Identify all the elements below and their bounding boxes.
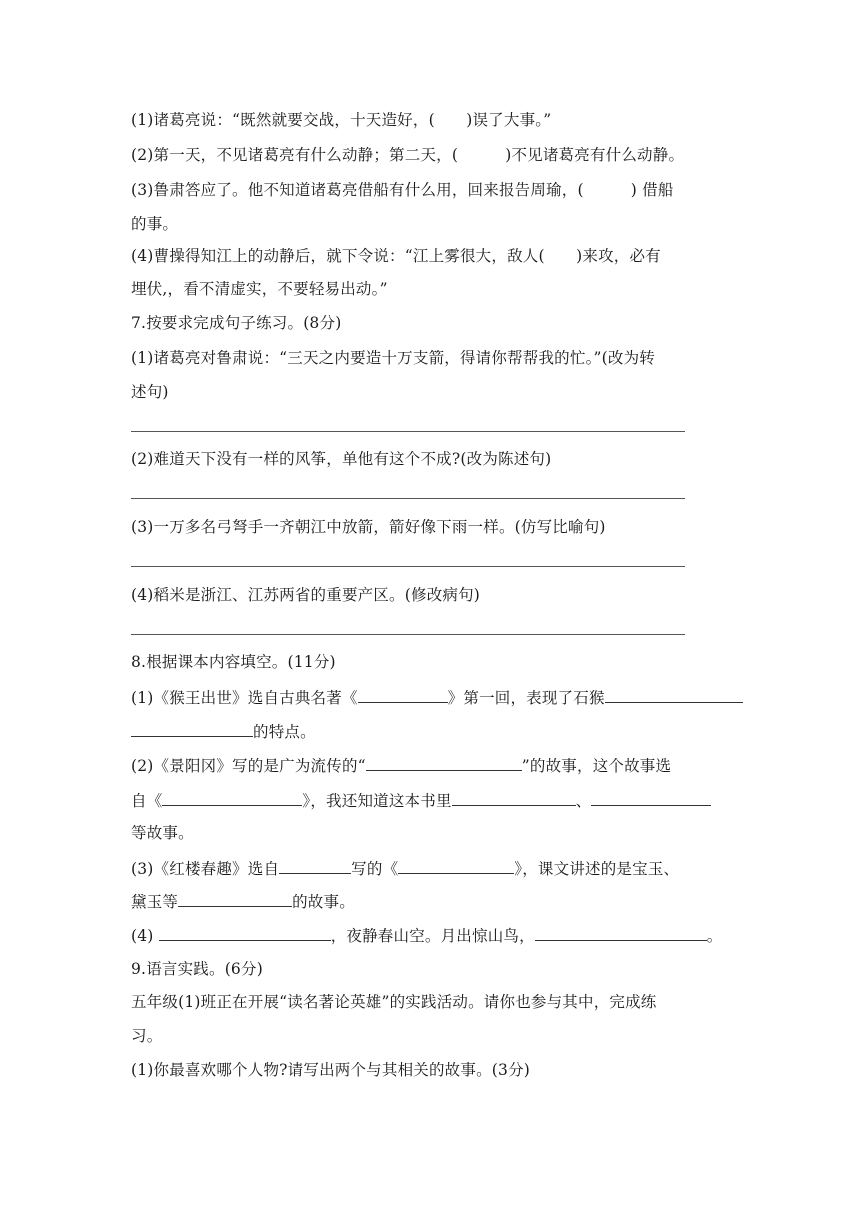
q8-item-4-line-1 [131,921,731,950]
q6-sentence-2: (2)第一天，不见诸葛亮有什么动静；第二天，( )不见诸葛亮有什么动静。 [131,146,685,164]
q7-item-3: (3)一万多名弓弩手一齐朝江中放箭，箭好像下雨一样。(仿写比喻句) [131,518,606,536]
q8-blank-novel-title[interactable] [398,854,514,874]
q6-sentence-1: (1)诸葛亮说：“既然就要交战，十天造好，( )误了大事。” [131,111,552,129]
q9-intro-line-1: 五年级(1)班正在开展“读名著论英雄”的实践活动。请你也参与其中，完成练 [131,993,657,1011]
q7-item-4: (4)稻米是浙江、江苏两省的重要产区。(修改病句) [131,586,481,604]
q8-item-2-text-e: 、 [575,792,592,810]
q8-item-1-text-a: (1)《猴王出世》选自古典名著《 [131,689,358,707]
q8-item-2-line-3: 等故事。 [131,824,194,842]
q8-blank-book-title[interactable] [358,683,448,703]
q8-blank-other-story-2[interactable] [591,786,711,806]
q8-blank-story-name[interactable] [366,751,522,771]
q8-blank-poem-line-2[interactable] [535,921,707,941]
q9-intro-line-2: 习。 [131,1027,163,1045]
q8-item-2-text-c: 自《 [131,792,163,810]
q8-item-1-text-c: 的特点。 [253,723,316,741]
q8-blank-other-story-1[interactable] [452,786,576,806]
q7-answer-line-1[interactable] [131,431,685,432]
q6-sentence-4-line-1: (4)曹操得知江上的动静后，就下令说：“江上雾很大，敌人( )来攻，必有 [131,247,661,265]
q8-blank-poem-line-1[interactable] [159,921,331,941]
q7-answer-line-3[interactable] [131,566,685,567]
q8-item-4-text-a: (4) [131,927,159,945]
q8-blank-activity[interactable] [178,887,292,907]
q6-sentence-3-line-2: 的事。 [131,215,179,233]
q7-title: 7.按要求完成句子练习。(8分) [131,314,342,332]
q8-blank-monkey-trait-1[interactable] [605,683,743,703]
q8-blank-monkey-trait-2[interactable] [131,717,253,737]
q7-answer-line-2[interactable] [131,498,685,499]
q8-item-2-text-b: ”的故事，这个故事选 [521,757,672,775]
q8-item-1-text-b: 》第一回，表现了石猴 [447,689,605,707]
q7-item-2: (2)难道天下没有一样的风筝，单他有这个不成?(改为陈述句) [131,450,552,468]
q8-item-2-line-2 [131,786,731,815]
q8-item-3-text-a: (3)《红楼春趣》选自 [131,860,280,878]
q8-title: 8.根据课本内容填空。(11分) [131,653,336,671]
q9-item-1: (1)你最喜欢哪个人物?请写出两个与其相关的故事。(3分) [131,1061,531,1079]
q8-item-2-line-1 [131,751,731,780]
q8-item-3-text-d: 黛玉等 [131,893,179,911]
q8-item-1-line-1 [131,683,731,712]
q8-item-2-text-d: 》，我还知道这本书里 [302,792,452,810]
q9-title: 9.语言实践。(6分) [131,960,263,978]
q8-item-2-text-a: (2)《景阳冈》写的是广为流传的“ [131,757,366,775]
q8-item-1-line-2 [131,717,731,746]
q8-item-3-text-b: 写的《 [351,860,399,878]
q8-item-4-text-c: 。 [706,927,723,945]
q8-item-3-line-1 [131,854,731,883]
q8-blank-source-book[interactable] [162,786,302,806]
q7-item-1-line-1: (1)诸葛亮对鲁肃说：“三天之内要造十万支箭，得请你帮帮我的忙。”(改为转 [131,349,656,367]
q8-item-3-text-e: 的故事。 [292,893,355,911]
q7-answer-line-4[interactable] [131,634,685,635]
q6-sentence-4-line-2: 埋伏,，看不清虚实，不要轻易出动。” [131,280,388,298]
q7-item-1-line-2: 述句) [131,383,169,401]
q8-item-3-line-2 [131,887,731,916]
q8-item-4-text-b: ，夜静春山空。月出惊山鸟， [330,927,535,945]
q8-item-3-text-c: 》，课文讲述的是宝玉、 [514,860,680,878]
q6-sentence-3-line-1: (3)鲁肃答应了。他不知道诸葛亮借船有什么用，回来报告周瑜，( ) 借船 [131,181,674,199]
q8-blank-author[interactable] [279,854,351,874]
